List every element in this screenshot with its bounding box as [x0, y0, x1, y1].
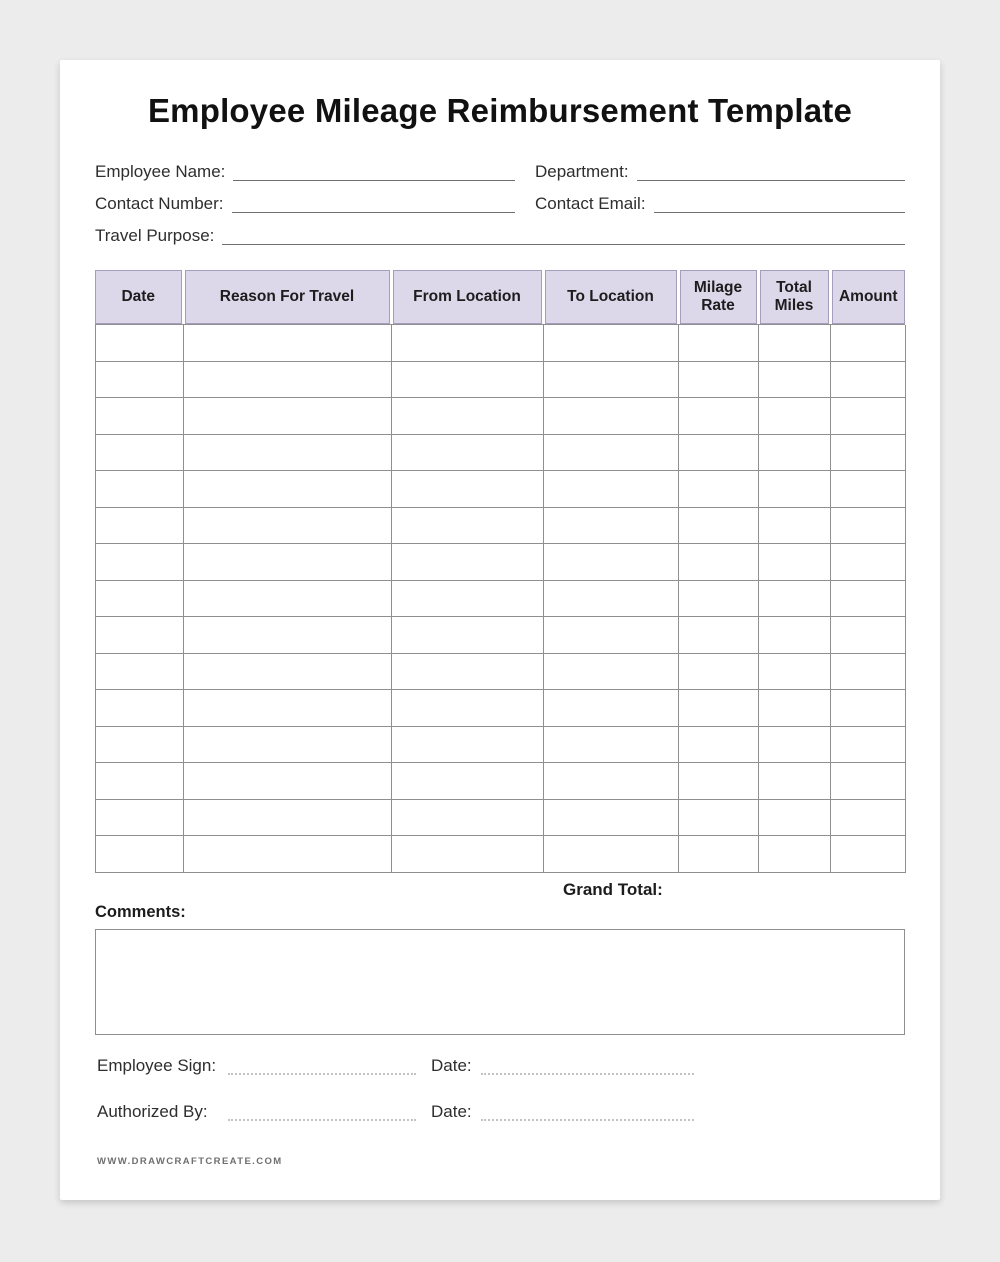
table-cell[interactable]: [759, 581, 831, 618]
table-cell[interactable]: [679, 727, 759, 764]
table-cell[interactable]: [96, 617, 184, 654]
table-cell[interactable]: [759, 325, 831, 362]
table-cell[interactable]: [96, 544, 184, 581]
field-contact-number: [95, 194, 515, 213]
table-cell[interactable]: [392, 654, 544, 691]
department-input[interactable]: [637, 164, 905, 181]
table-cell[interactable]: [679, 362, 759, 399]
table-cell[interactable]: [544, 690, 679, 727]
column-header-date: Date: [95, 270, 182, 324]
table-cell[interactable]: [184, 763, 392, 800]
table-cell[interactable]: [759, 544, 831, 581]
table-cell[interactable]: [184, 508, 392, 545]
table-cell[interactable]: [96, 763, 184, 800]
table-cell[interactable]: [392, 435, 544, 472]
table-cell[interactable]: [544, 508, 679, 545]
employee-name-input[interactable]: [233, 164, 515, 181]
table-cell[interactable]: [96, 654, 184, 691]
column-header-milage-rate: Milage Rate: [680, 270, 757, 324]
table-cell[interactable]: [679, 654, 759, 691]
table-cell[interactable]: [759, 836, 831, 873]
table-cell[interactable]: [679, 508, 759, 545]
comments-label: Comments:: [95, 902, 186, 921]
table-cell[interactable]: [759, 362, 831, 399]
table-cell[interactable]: [544, 800, 679, 837]
authorized-by-line[interactable]: [228, 1105, 416, 1121]
table-cell[interactable]: [392, 544, 544, 581]
contact-number-input[interactable]: [232, 196, 516, 213]
table-cell[interactable]: [831, 836, 906, 873]
table-cell[interactable]: [392, 508, 544, 545]
table-cell[interactable]: [544, 727, 679, 764]
website-footer: WWW.DRAWCRAFTCREATE.COM: [97, 1155, 283, 1167]
table-cell[interactable]: [544, 763, 679, 800]
table-cell[interactable]: [759, 727, 831, 764]
table-cell[interactable]: [831, 362, 906, 399]
column-header-total-miles: Total Miles: [760, 270, 829, 324]
document-sheet: [60, 60, 940, 1200]
table-cell[interactable]: [392, 836, 544, 873]
field-travel-purpose: [95, 226, 905, 245]
table-cell[interactable]: [392, 727, 544, 764]
date-label-1: Date:: [431, 1055, 472, 1075]
column-header-from-location: From Location: [393, 270, 542, 324]
table-cell[interactable]: [831, 617, 906, 654]
column-header-to-location: To Location: [545, 270, 677, 324]
table-cell[interactable]: [96, 800, 184, 837]
table-cell[interactable]: [96, 398, 184, 435]
table-cell[interactable]: [96, 362, 184, 399]
table-cell[interactable]: [96, 508, 184, 545]
table-cell[interactable]: [679, 544, 759, 581]
employee-sign-date-line[interactable]: [481, 1059, 694, 1075]
authorized-by-date-line[interactable]: [481, 1105, 694, 1121]
table-cell[interactable]: [831, 325, 906, 362]
table-cell[interactable]: [679, 836, 759, 873]
field-contact-email: [535, 194, 905, 213]
table-cell[interactable]: [184, 617, 392, 654]
table-cell[interactable]: [184, 435, 392, 472]
table-cell[interactable]: [184, 690, 392, 727]
table-cell[interactable]: [759, 690, 831, 727]
field-employee-name: [95, 162, 515, 181]
info-row-1: [95, 162, 905, 181]
table-cell[interactable]: [184, 471, 392, 508]
authorized-by-label: Authorized By:: [97, 1101, 208, 1121]
column-header-reason-for-travel: Reason For Travel: [185, 270, 390, 324]
table-cell[interactable]: [831, 690, 906, 727]
table-cell[interactable]: [544, 362, 679, 399]
table-cell[interactable]: [96, 325, 184, 362]
table-cell[interactable]: [96, 471, 184, 508]
travel-purpose-input[interactable]: [222, 228, 905, 245]
date-label-2: Date:: [431, 1101, 472, 1121]
table-cell[interactable]: [392, 398, 544, 435]
table-cell[interactable]: [96, 690, 184, 727]
table-cell[interactable]: [184, 581, 392, 618]
contact-email-label: Contact Email:: [535, 194, 646, 213]
comments-box[interactable]: [95, 929, 905, 1035]
table-cell[interactable]: [679, 763, 759, 800]
table-cell[interactable]: [544, 471, 679, 508]
table-cell[interactable]: [544, 581, 679, 618]
table-cell[interactable]: [759, 508, 831, 545]
table-cell[interactable]: [184, 362, 392, 399]
table-cell[interactable]: [679, 690, 759, 727]
table-cell[interactable]: [759, 471, 831, 508]
info-row-2: [95, 194, 905, 213]
field-department: [535, 162, 905, 181]
table-cell[interactable]: [831, 581, 906, 618]
table-cell[interactable]: [184, 836, 392, 873]
table-cell[interactable]: [392, 581, 544, 618]
info-row-3: [95, 226, 905, 245]
table-cell[interactable]: [184, 654, 392, 691]
table-cell[interactable]: [184, 727, 392, 764]
table-cell[interactable]: [392, 690, 544, 727]
signature-row-employee: [97, 1056, 905, 1075]
table-cell[interactable]: [96, 727, 184, 764]
table-cell[interactable]: [831, 800, 906, 837]
table-cell[interactable]: [831, 544, 906, 581]
info-section: [95, 162, 905, 245]
table-cell[interactable]: [759, 654, 831, 691]
table-cell[interactable]: [831, 398, 906, 435]
grand-total-label: Grand Total:: [563, 879, 663, 899]
department-label: Department:: [535, 162, 629, 181]
table-cell[interactable]: [544, 435, 679, 472]
signature-row-authorized: [97, 1102, 905, 1121]
table-cell[interactable]: [679, 581, 759, 618]
table-cell[interactable]: [392, 325, 544, 362]
table-cell[interactable]: [392, 617, 544, 654]
table-body: [95, 324, 905, 873]
table-cell[interactable]: [392, 763, 544, 800]
table-cell[interactable]: [831, 763, 906, 800]
table-cell[interactable]: [679, 325, 759, 362]
page-title: Employee Mileage Reimbursement Template: [147, 92, 853, 129]
table-cell[interactable]: [96, 581, 184, 618]
table-cell[interactable]: [831, 435, 906, 472]
table-cell[interactable]: [544, 325, 679, 362]
table-cell[interactable]: [679, 398, 759, 435]
table-cell[interactable]: [96, 435, 184, 472]
table-cell[interactable]: [759, 800, 831, 837]
table-cell[interactable]: [679, 435, 759, 472]
table-cell[interactable]: [96, 836, 184, 873]
table-cell[interactable]: [679, 471, 759, 508]
column-header-amount: Amount: [832, 270, 906, 324]
employee-name-label: Employee Name:: [95, 162, 226, 181]
table-cell[interactable]: [544, 836, 679, 873]
table-cell[interactable]: [759, 398, 831, 435]
table-cell[interactable]: [759, 435, 831, 472]
table-cell[interactable]: [679, 617, 759, 654]
table-cell[interactable]: [392, 800, 544, 837]
table-cell[interactable]: [759, 763, 831, 800]
table-cell[interactable]: [184, 325, 392, 362]
mileage-table: [95, 270, 905, 873]
contact-number-label: Contact Number:: [95, 194, 224, 213]
table-cell[interactable]: [184, 800, 392, 837]
travel-purpose-label: Travel Purpose:: [95, 226, 215, 245]
employee-sign-line[interactable]: [228, 1059, 416, 1075]
table-cell[interactable]: [544, 398, 679, 435]
table-cell[interactable]: [831, 654, 906, 691]
table-header-row: [95, 270, 905, 324]
table-cell[interactable]: [544, 544, 679, 581]
table-cell[interactable]: [831, 508, 906, 545]
table-cell[interactable]: [392, 471, 544, 508]
employee-sign-label: Employee Sign:: [97, 1055, 217, 1075]
table-cell[interactable]: [831, 471, 906, 508]
table-cell[interactable]: [184, 544, 392, 581]
table-cell[interactable]: [392, 362, 544, 399]
table-cell[interactable]: [679, 800, 759, 837]
table-cell[interactable]: [831, 727, 906, 764]
contact-email-input[interactable]: [654, 196, 905, 213]
table-cell[interactable]: [184, 398, 392, 435]
table-cell[interactable]: [544, 654, 679, 691]
table-cell[interactable]: [544, 617, 679, 654]
table-cell[interactable]: [759, 617, 831, 654]
